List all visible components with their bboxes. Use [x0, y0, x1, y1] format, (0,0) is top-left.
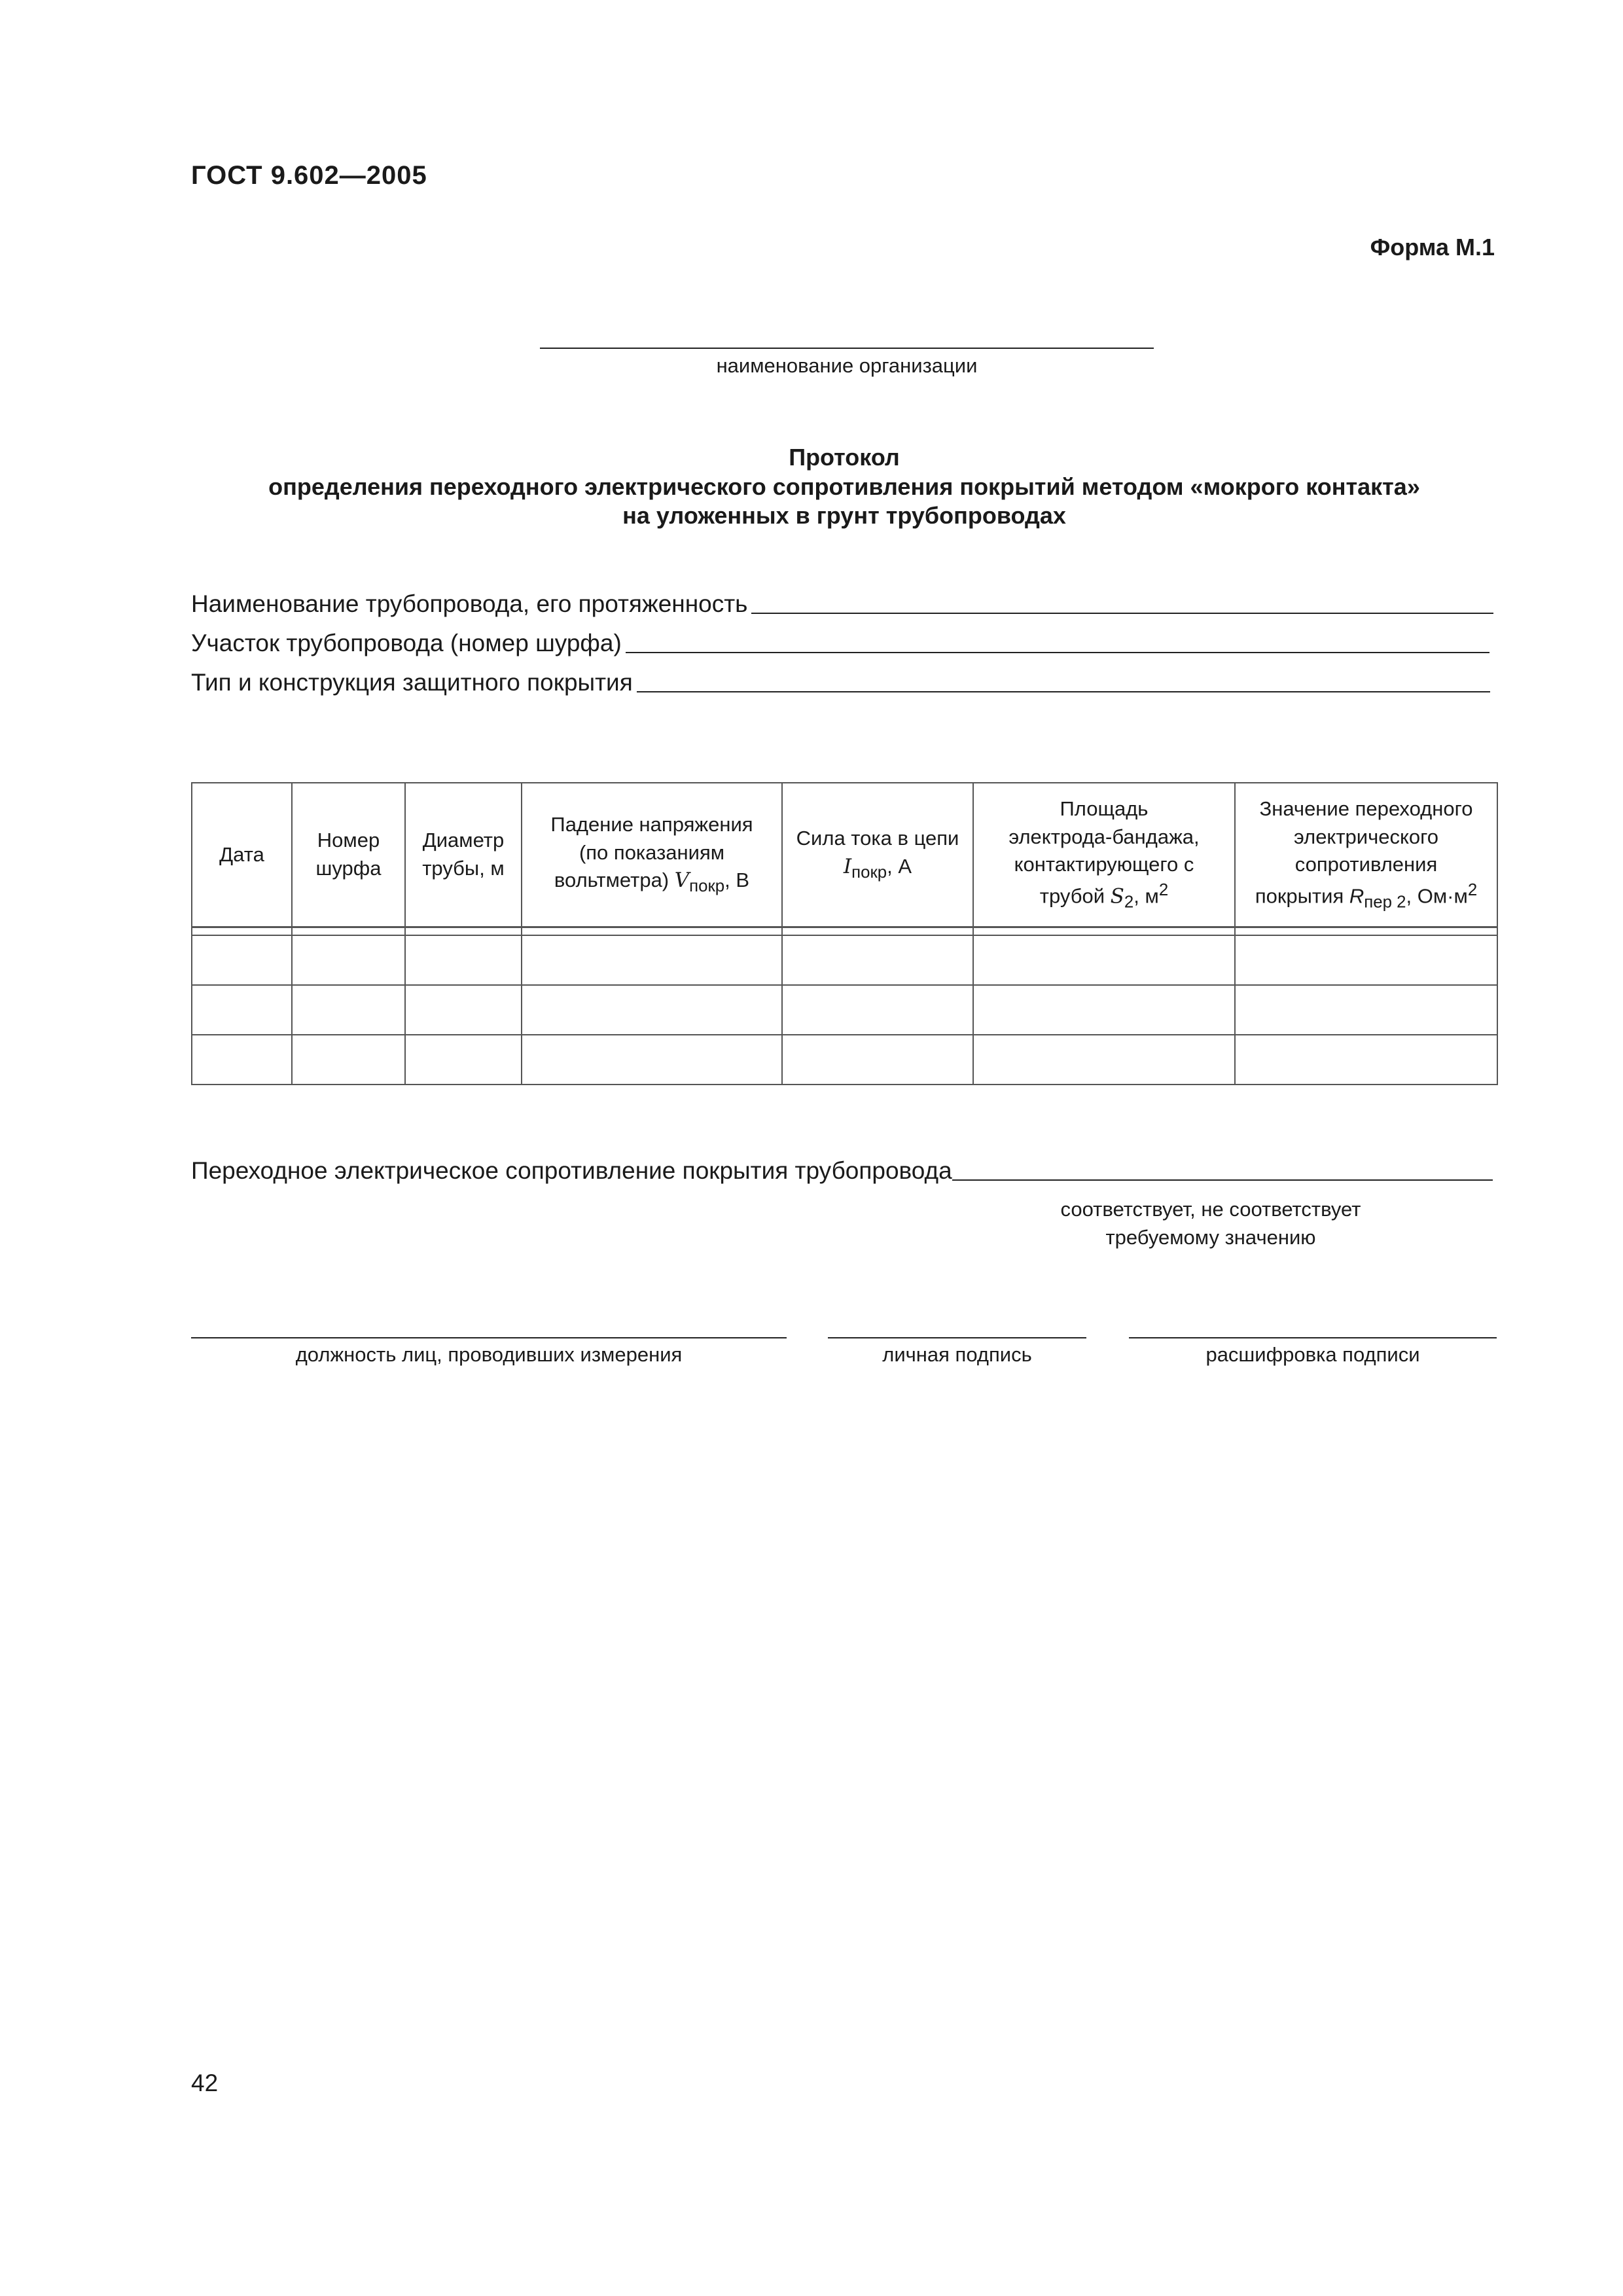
pipeline-name-label: Наименование трубопровода, его протяженность [191, 590, 748, 617]
result-field [191, 1157, 1493, 1185]
result-caption: соответствует, не соответствует требуемому значению [1060, 1198, 1361, 1249]
col-header-voltage-drop: Падение напряжения (по показаниям вольтметра) $V_{покр}$, В [522, 783, 782, 927]
protocol-subtitle: определения переходного электрического сопротивления покрытий методом «мокрого контакта» [268, 473, 1420, 500]
col-header-current: Сила тока в цепи $I_{покр}$, А [782, 783, 973, 927]
col-header-pit-number: Номер шурфа [292, 783, 405, 927]
table-header-row [192, 783, 1497, 927]
signature-line [828, 1337, 1086, 1338]
position-line [191, 1337, 787, 1338]
coating-type-label: Тип и конструкция защитного покрытия [191, 669, 633, 696]
coating-type-field [191, 669, 1490, 696]
col-header-date: Дата [192, 783, 292, 927]
form-label: Форма М.1 [1370, 234, 1495, 260]
table-row [192, 935, 1497, 985]
coating-type-blank [637, 690, 1490, 692]
pipeline-section-field [191, 630, 1489, 657]
pipeline-name-blank [751, 611, 1493, 614]
table-header-separator [192, 927, 1497, 936]
signature-caption: личная подпись [882, 1343, 1032, 1366]
pipeline-section-label: Участок трубопровода (номер шурфа) [191, 630, 622, 656]
decoding-caption: расшифровка подписи [1205, 1343, 1420, 1366]
protocol-subtitle-line2: на уложенных в грунт трубопроводах [622, 502, 1066, 529]
pipeline-name-field [191, 590, 1493, 618]
col-header-transition-resistance: Значение переходного электрического сопротивления покрытия $R_{пер 2}$, $Ом\cdot м^2$ [1235, 783, 1497, 927]
col-header-electrode-area: Площадь электрода-бандажа, контактирующего с трубой $S_2$, $м^2$ [973, 783, 1235, 927]
organization-line [540, 348, 1154, 349]
measurement-table [191, 782, 1498, 1085]
standard-number: ГОСТ 9.602—2005 [191, 161, 427, 190]
col-header-pipe-diameter: Диаметр трубы, м [405, 783, 522, 927]
table-row [192, 1035, 1497, 1085]
table-row [192, 985, 1497, 1035]
result-blank [952, 1179, 1493, 1181]
decoding-line [1129, 1337, 1497, 1338]
result-label: Переходное электрическое сопротивление покрытия трубопровода [191, 1157, 952, 1184]
position-caption: должность лиц, проводивших измерения [295, 1343, 683, 1366]
protocol-title: Протокол [789, 444, 900, 471]
organization-caption: наименование организации [716, 354, 978, 377]
page-number: 42 [191, 2070, 219, 2096]
pipeline-section-blank [626, 651, 1489, 653]
